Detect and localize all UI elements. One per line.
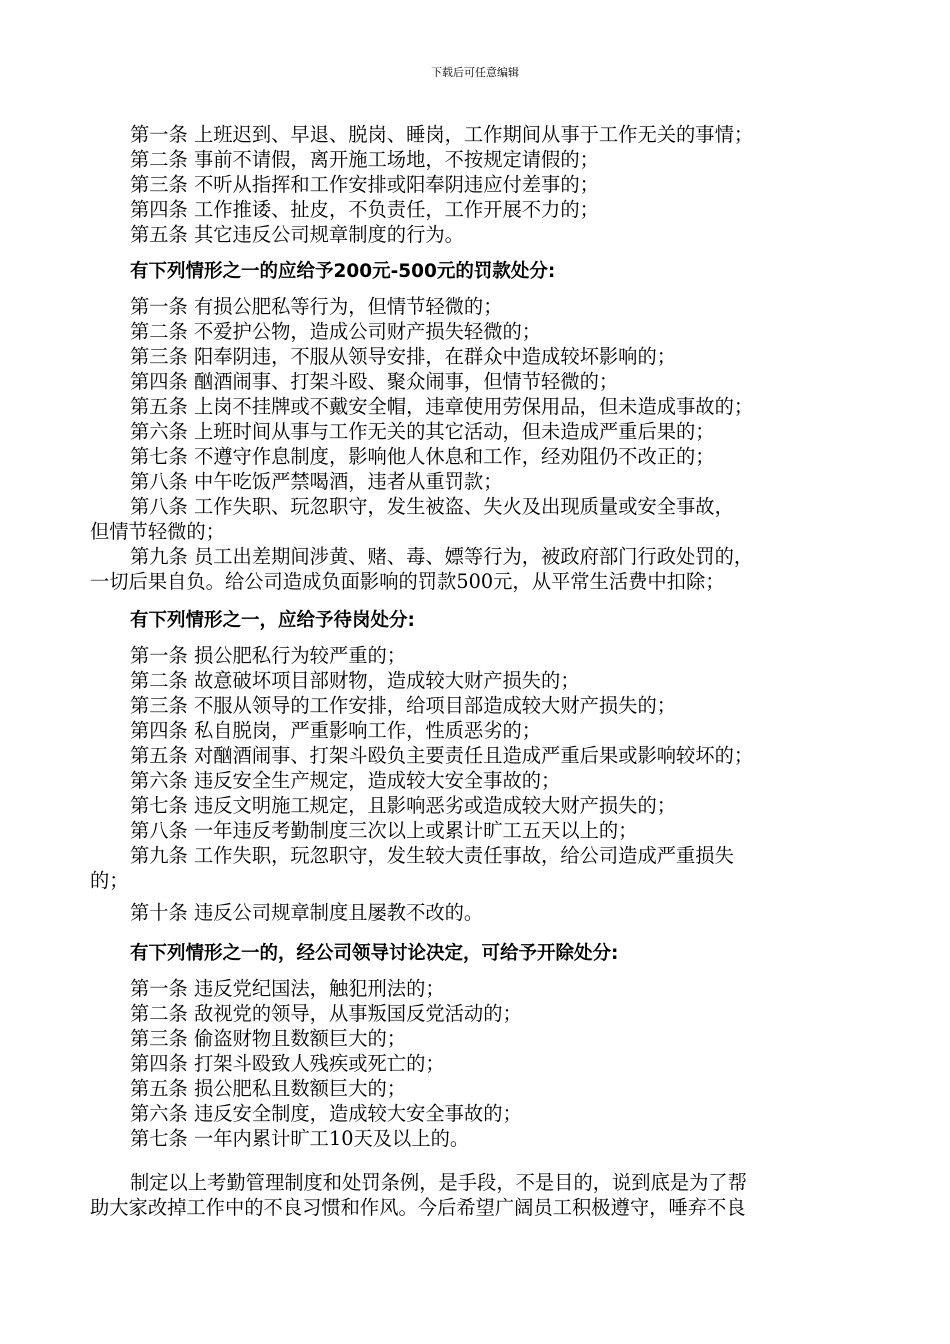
section-heading-suspension: 有下列情形之一，应给予待岗处分:: [130, 610, 415, 631]
list-item: 第三条 不听从指挥和工作安排或阳奉阴违应付差事的；: [130, 173, 599, 196]
list-item: 第二条 故意破坏项目部财物，造成较大财产损失的；: [130, 669, 580, 692]
list-item: 第二条 不爱护公物，造成公司财产损失轻微的；: [130, 320, 542, 343]
list-item: 第九条 工作失职，玩忽职守，发生较大责任事故，给公司造成严重损失: [130, 844, 734, 867]
list-item: 第一条 损公肥私行为较严重的；: [130, 644, 407, 667]
list-item: 第五条 上岗不挂牌或不戴安全帽，违章使用劳保用品，但未造成事故的；: [130, 395, 754, 418]
list-item: 第三条 不服从领导的工作安排，给项目部造成较大财产损失的；: [130, 694, 677, 717]
section-heading-fine: 有下列情形之一的应给予200元-500元的罚款处分:: [130, 261, 556, 282]
list-item: 第一条 上班迟到、早退、脱岗、睡岗，工作期间从事于工作无关的事情；: [130, 123, 754, 146]
list-item-continuation: 但情节轻微的；: [90, 520, 225, 543]
list-item: 第六条 上班时间从事与工作无关的其它活动，但未造成严重后果的；: [130, 420, 715, 443]
list-item: 第三条 阳奉阴违，不服从领导安排，在群众中造成较坏影响的；: [130, 345, 677, 368]
list-item: 第五条 损公肥私且数额巨大的；: [130, 1077, 407, 1100]
list-item: 第二条 事前不请假，离开施工场地，不按规定请假的；: [130, 148, 599, 171]
page-header: 下载后可任意编辑: [431, 66, 519, 79]
list-item: 第八条 中午吃饭严禁喝酒，违者从重罚款；: [130, 470, 503, 493]
list-item-continuation: 一切后果自负。给公司造成负面影响的罚款500元，从平常生活费中扣除；: [90, 570, 725, 593]
list-item: 第八条 一年违反考勤制度三次以上或累计旷工五天以上的；: [130, 819, 638, 842]
list-item: 第一条 有损公肥私等行为，但情节轻微的；: [130, 295, 503, 318]
section-heading-dismissal: 有下列情形之一的，经公司领导讨论决定，可给予开除处分:: [130, 943, 619, 964]
list-item: 第四条 打架斗殴致人残疾或死亡的；: [130, 1052, 445, 1075]
list-item: 第九条 员工出差期间涉黄、赌、毒、嫖等行为，被政府部门行政处罚的，: [130, 545, 754, 568]
list-item: 第三条 偷盗财物且数额巨大的；: [130, 1027, 407, 1050]
list-item: 第一条 违反党纪国法，触犯刑法的；: [130, 977, 445, 1000]
document-body: [90, 122, 856, 1220]
list-item: 第二条 敌视党的领导，从事叛国反党活动的；: [130, 1002, 522, 1025]
list-item: 第八条 工作失职、玩忽职守，发生被盗、失火及出现质量或安全事故，: [130, 495, 734, 518]
list-item: 第七条 不遵守作息制度，影响他人休息和工作，经劝阻仍不改正的；: [130, 445, 715, 468]
list-item: 第七条 一年内累计旷工10天及以上的。: [130, 1127, 470, 1150]
closing-paragraph: 制定以上考勤管理制度和处罚条例，是手段，不是目的，说到底是为了帮: [130, 1171, 747, 1194]
list-item: 第六条 违反安全制度，造成较大安全事故的；: [130, 1102, 522, 1125]
list-item: 第六条 违反安全生产规定，造成较大安全事故的；: [130, 769, 561, 792]
list-item: 第四条 工作推诿、扯皮，不负责任，工作开展不力的；: [130, 198, 599, 221]
list-item: 第五条 对酗酒闹事、打架斗殴负主要责任且造成严重后果或影响较坏的；: [130, 744, 754, 767]
list-item: 第十条 违反公司规章制度且屡教不改的。: [130, 901, 484, 924]
list-item: 第五条 其它违反公司规章制度的行为。: [130, 223, 464, 246]
list-item: 第四条 私自脱岗，严重影响工作，性质恶劣的；: [130, 719, 542, 742]
list-item-continuation: 的；: [90, 869, 129, 892]
closing-paragraph-continuation: 助大家改掉工作中的不良习惯和作风。今后希望广阔员工积极遵守，唾弃不良: [90, 1196, 746, 1219]
list-item: 第四条 酗酒闹事、打架斗殴、聚众闹事，但情节轻微的；: [130, 370, 619, 393]
list-item: 第七条 违反文明施工规定，且影响恶劣或造成较大财产损失的；: [130, 794, 677, 817]
